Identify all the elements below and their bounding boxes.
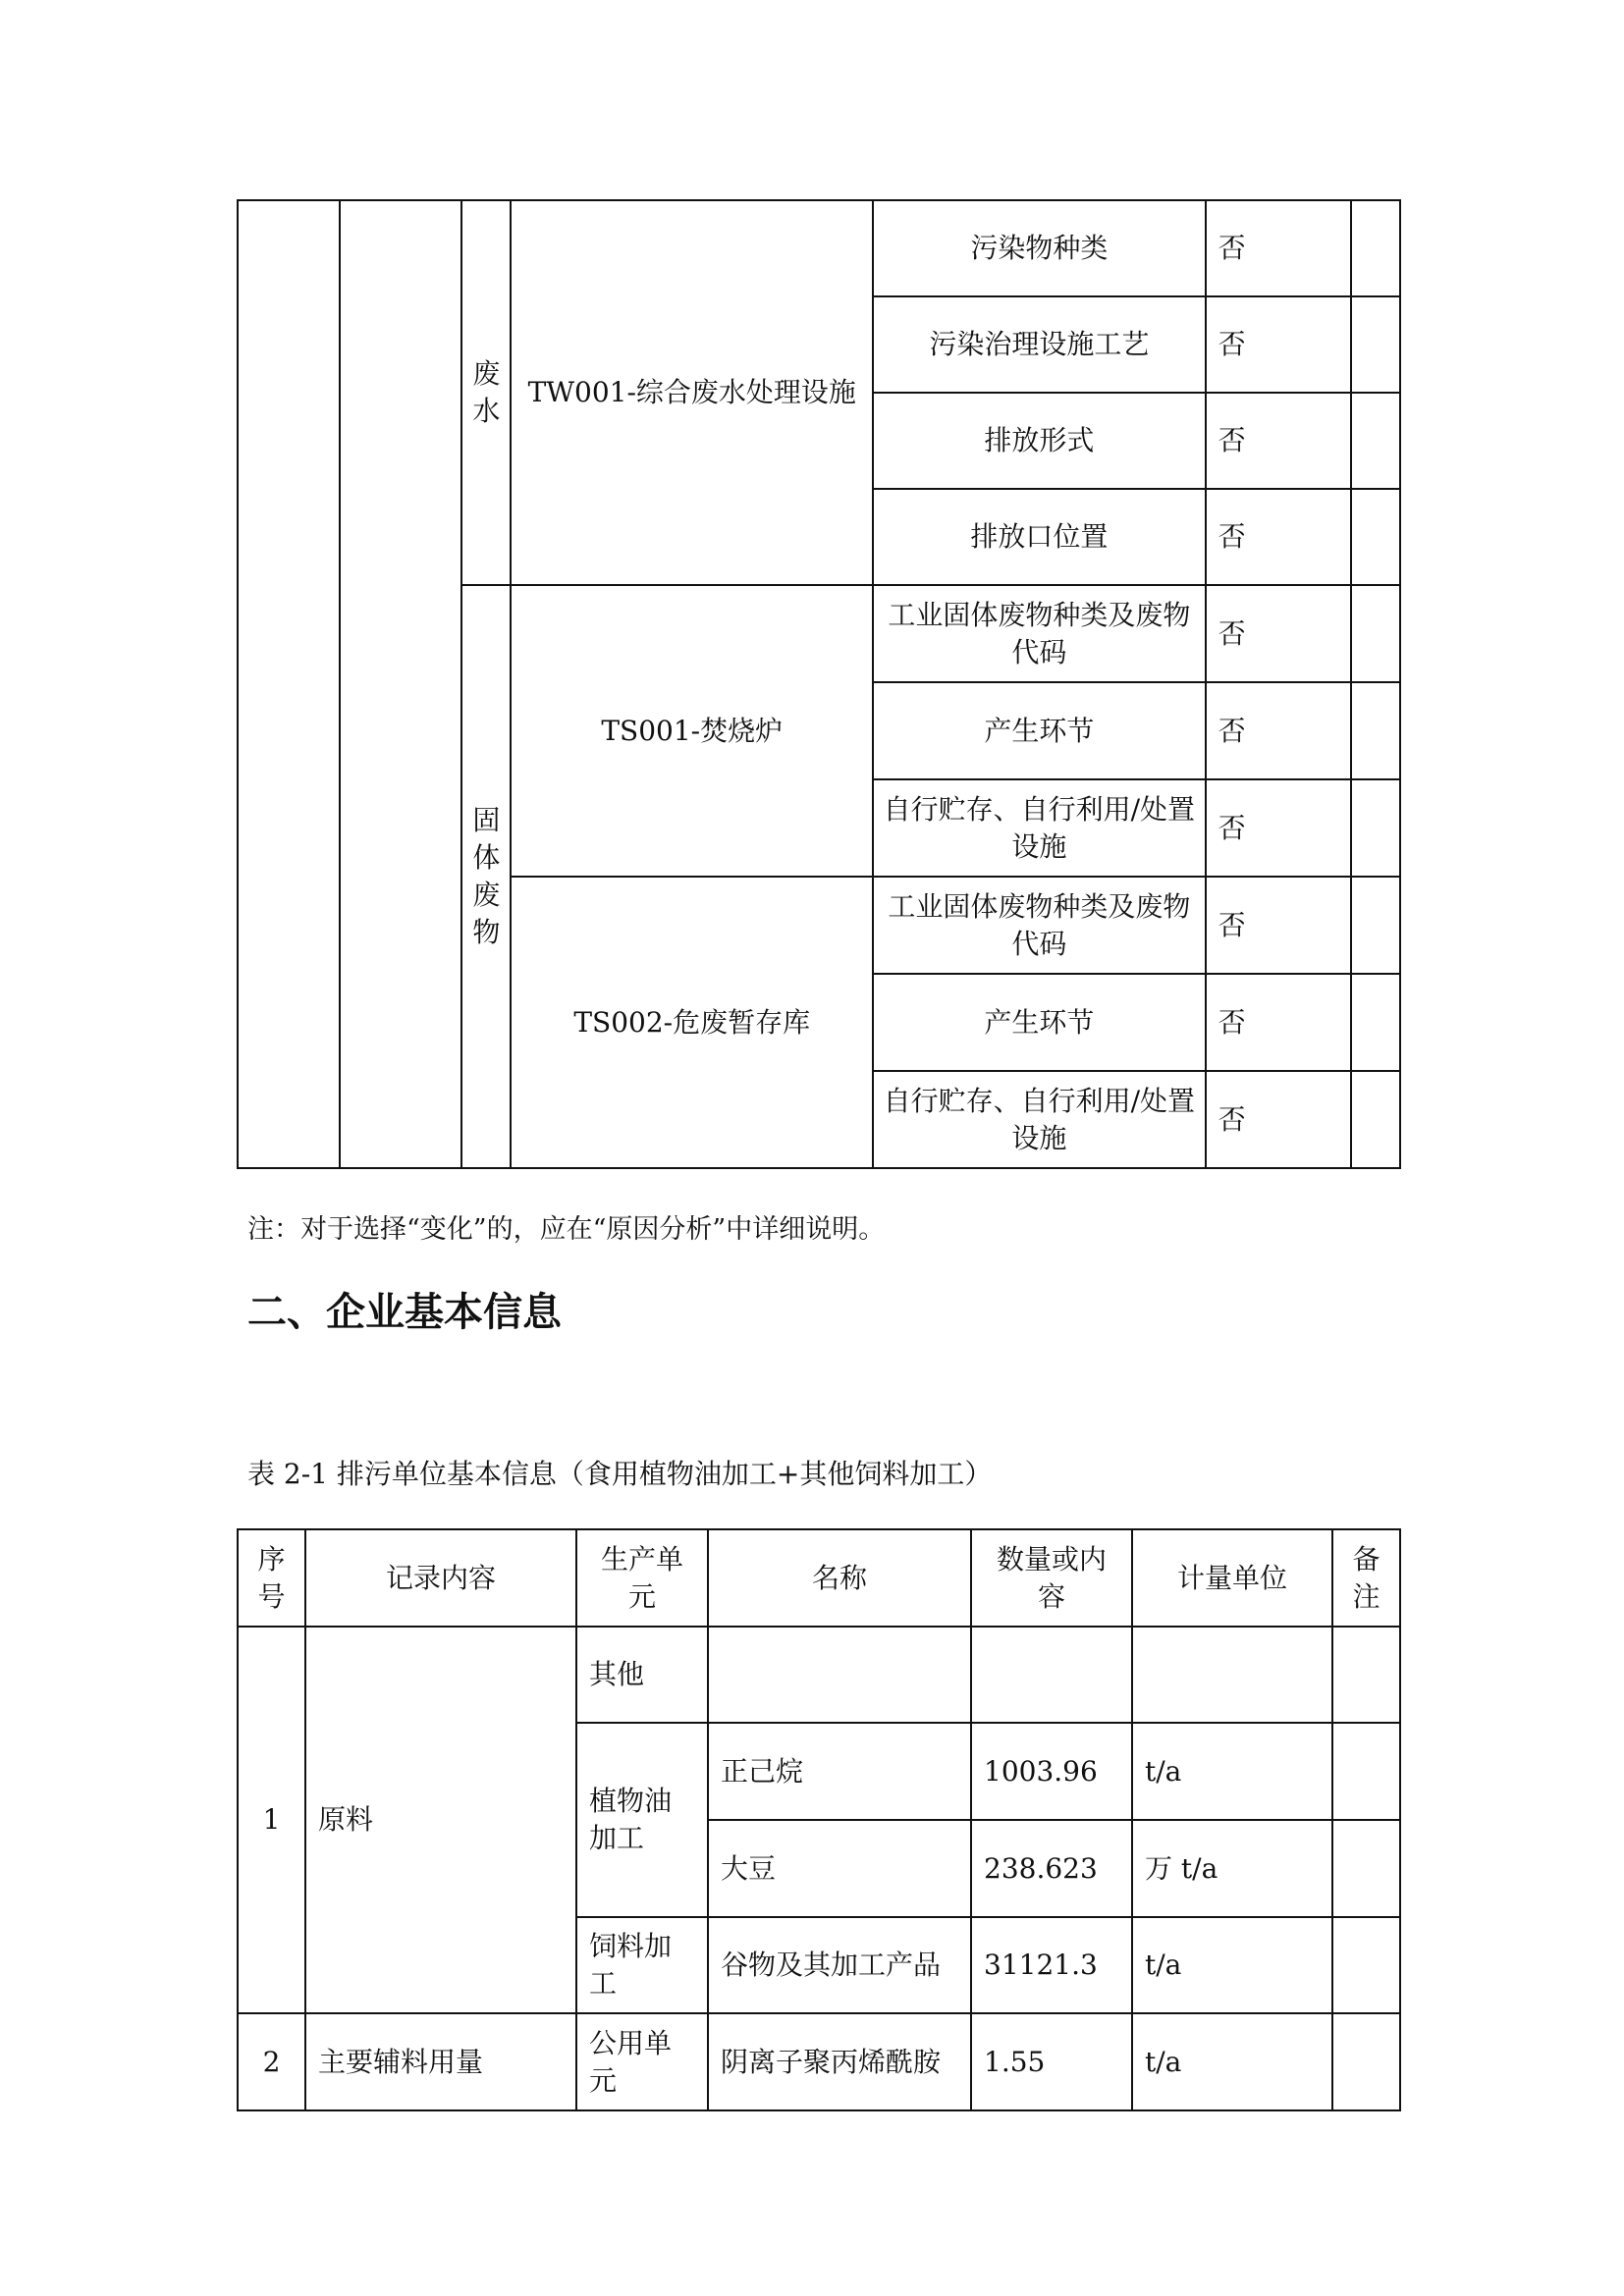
- change-cell: 否: [1206, 585, 1351, 682]
- item-cell: 污染治理设施工艺: [873, 296, 1206, 393]
- record-content: 主要辅料用量: [305, 2013, 576, 2110]
- empty-cell: [1351, 200, 1400, 296]
- empty-cell: [1351, 779, 1400, 877]
- name-cell: 正己烷: [708, 1723, 971, 1820]
- empty-cell: [708, 1627, 971, 1723]
- change-cell: 否: [1206, 200, 1351, 296]
- row-number: 1: [238, 1627, 305, 2013]
- unit-cell: 植物油加工: [576, 1723, 708, 1917]
- change-cell: 否: [1206, 1071, 1351, 1168]
- header-cell: 序号: [238, 1529, 305, 1627]
- item-cell: 污染物种类: [873, 200, 1206, 296]
- category-wastewater: 废水: [461, 200, 511, 585]
- change-cell: 否: [1206, 877, 1351, 974]
- item-cell: 自行贮存、自行利用/处置设施: [873, 779, 1206, 877]
- empty-cell: [1351, 585, 1400, 682]
- unit-cell: 饲料加工: [576, 1917, 708, 2013]
- basic-info-table: [237, 1528, 1401, 2111]
- header-cell: 生产单元: [576, 1529, 708, 1627]
- header-cell: 名称: [708, 1529, 971, 1627]
- amount-cell: 31121.3: [971, 1917, 1132, 2013]
- amount-cell: 1.55: [971, 2013, 1132, 2110]
- empty-cell: [340, 200, 461, 1168]
- name-cell: 谷物及其加工产品: [708, 1917, 971, 2013]
- empty-cell: [1332, 1627, 1400, 1723]
- header-cell: 数量或内容: [971, 1529, 1132, 1627]
- header-cell: 备注: [1332, 1529, 1400, 1627]
- change-table: [237, 199, 1401, 1169]
- change-cell: 否: [1206, 974, 1351, 1071]
- unit-measure-cell: t/a: [1132, 1723, 1332, 1820]
- unit-measure-cell: t/a: [1132, 1917, 1332, 2013]
- name-cell: 阴离子聚丙烯酰胺: [708, 2013, 971, 2110]
- change-cell: 否: [1206, 393, 1351, 489]
- empty-cell: [1132, 1627, 1332, 1723]
- empty-cell: [1351, 1071, 1400, 1168]
- unit-measure-cell: t/a: [1132, 2013, 1332, 2110]
- unit-cell: 公用单元: [576, 2013, 708, 2110]
- unit-measure-cell: 万 t/a: [1132, 1820, 1332, 1917]
- empty-cell: [1332, 1723, 1400, 1820]
- change-cell: 否: [1206, 296, 1351, 393]
- empty-cell: [1351, 393, 1400, 489]
- empty-cell: [1332, 1917, 1400, 2013]
- item-cell: 排放口位置: [873, 489, 1206, 585]
- empty-cell: [1332, 2013, 1400, 2110]
- change-cell: 否: [1206, 779, 1351, 877]
- empty-cell: [1351, 296, 1400, 393]
- name-cell: 大豆: [708, 1820, 971, 1917]
- item-cell: 产生环节: [873, 682, 1206, 779]
- category-solid-waste: 固体废物: [461, 585, 511, 1168]
- table-caption: 表 2-1 排污单位基本信息（食用植物油加工+其他饲料加工）: [247, 1458, 993, 1490]
- change-cell: 否: [1206, 489, 1351, 585]
- item-cell: 产生环节: [873, 974, 1206, 1071]
- item-cell: 排放形式: [873, 393, 1206, 489]
- empty-cell: [971, 1627, 1132, 1723]
- change-cell: 否: [1206, 682, 1351, 779]
- item-cell: 工业固体废物种类及废物代码: [873, 585, 1206, 682]
- empty-cell: [238, 200, 340, 1168]
- empty-cell: [1332, 1820, 1400, 1917]
- empty-cell: [1351, 682, 1400, 779]
- amount-cell: 238.623: [971, 1820, 1132, 1917]
- record-content: 原料: [305, 1627, 576, 2013]
- header-cell: 计量单位: [1132, 1529, 1332, 1627]
- empty-cell: [1351, 489, 1400, 585]
- table-note: 注：对于选择“变化”的，应在“原因分析”中详细说明。: [247, 1214, 886, 1245]
- empty-cell: [1351, 974, 1400, 1071]
- item-cell: 自行贮存、自行利用/处置设施: [873, 1071, 1206, 1168]
- facility-ts002: TS002-危废暂存库: [511, 877, 873, 1168]
- row-number: 2: [238, 2013, 305, 2110]
- amount-cell: 1003.96: [971, 1723, 1132, 1820]
- facility-ts001: TS001-焚烧炉: [511, 585, 873, 877]
- unit-cell: 其他: [576, 1627, 708, 1723]
- item-cell: 工业固体废物种类及废物代码: [873, 877, 1206, 974]
- facility-tw001: TW001-综合废水处理设施: [511, 200, 873, 585]
- header-cell: 记录内容: [305, 1529, 576, 1627]
- empty-cell: [1351, 877, 1400, 974]
- section-title: 二、企业基本信息: [247, 1290, 562, 1335]
